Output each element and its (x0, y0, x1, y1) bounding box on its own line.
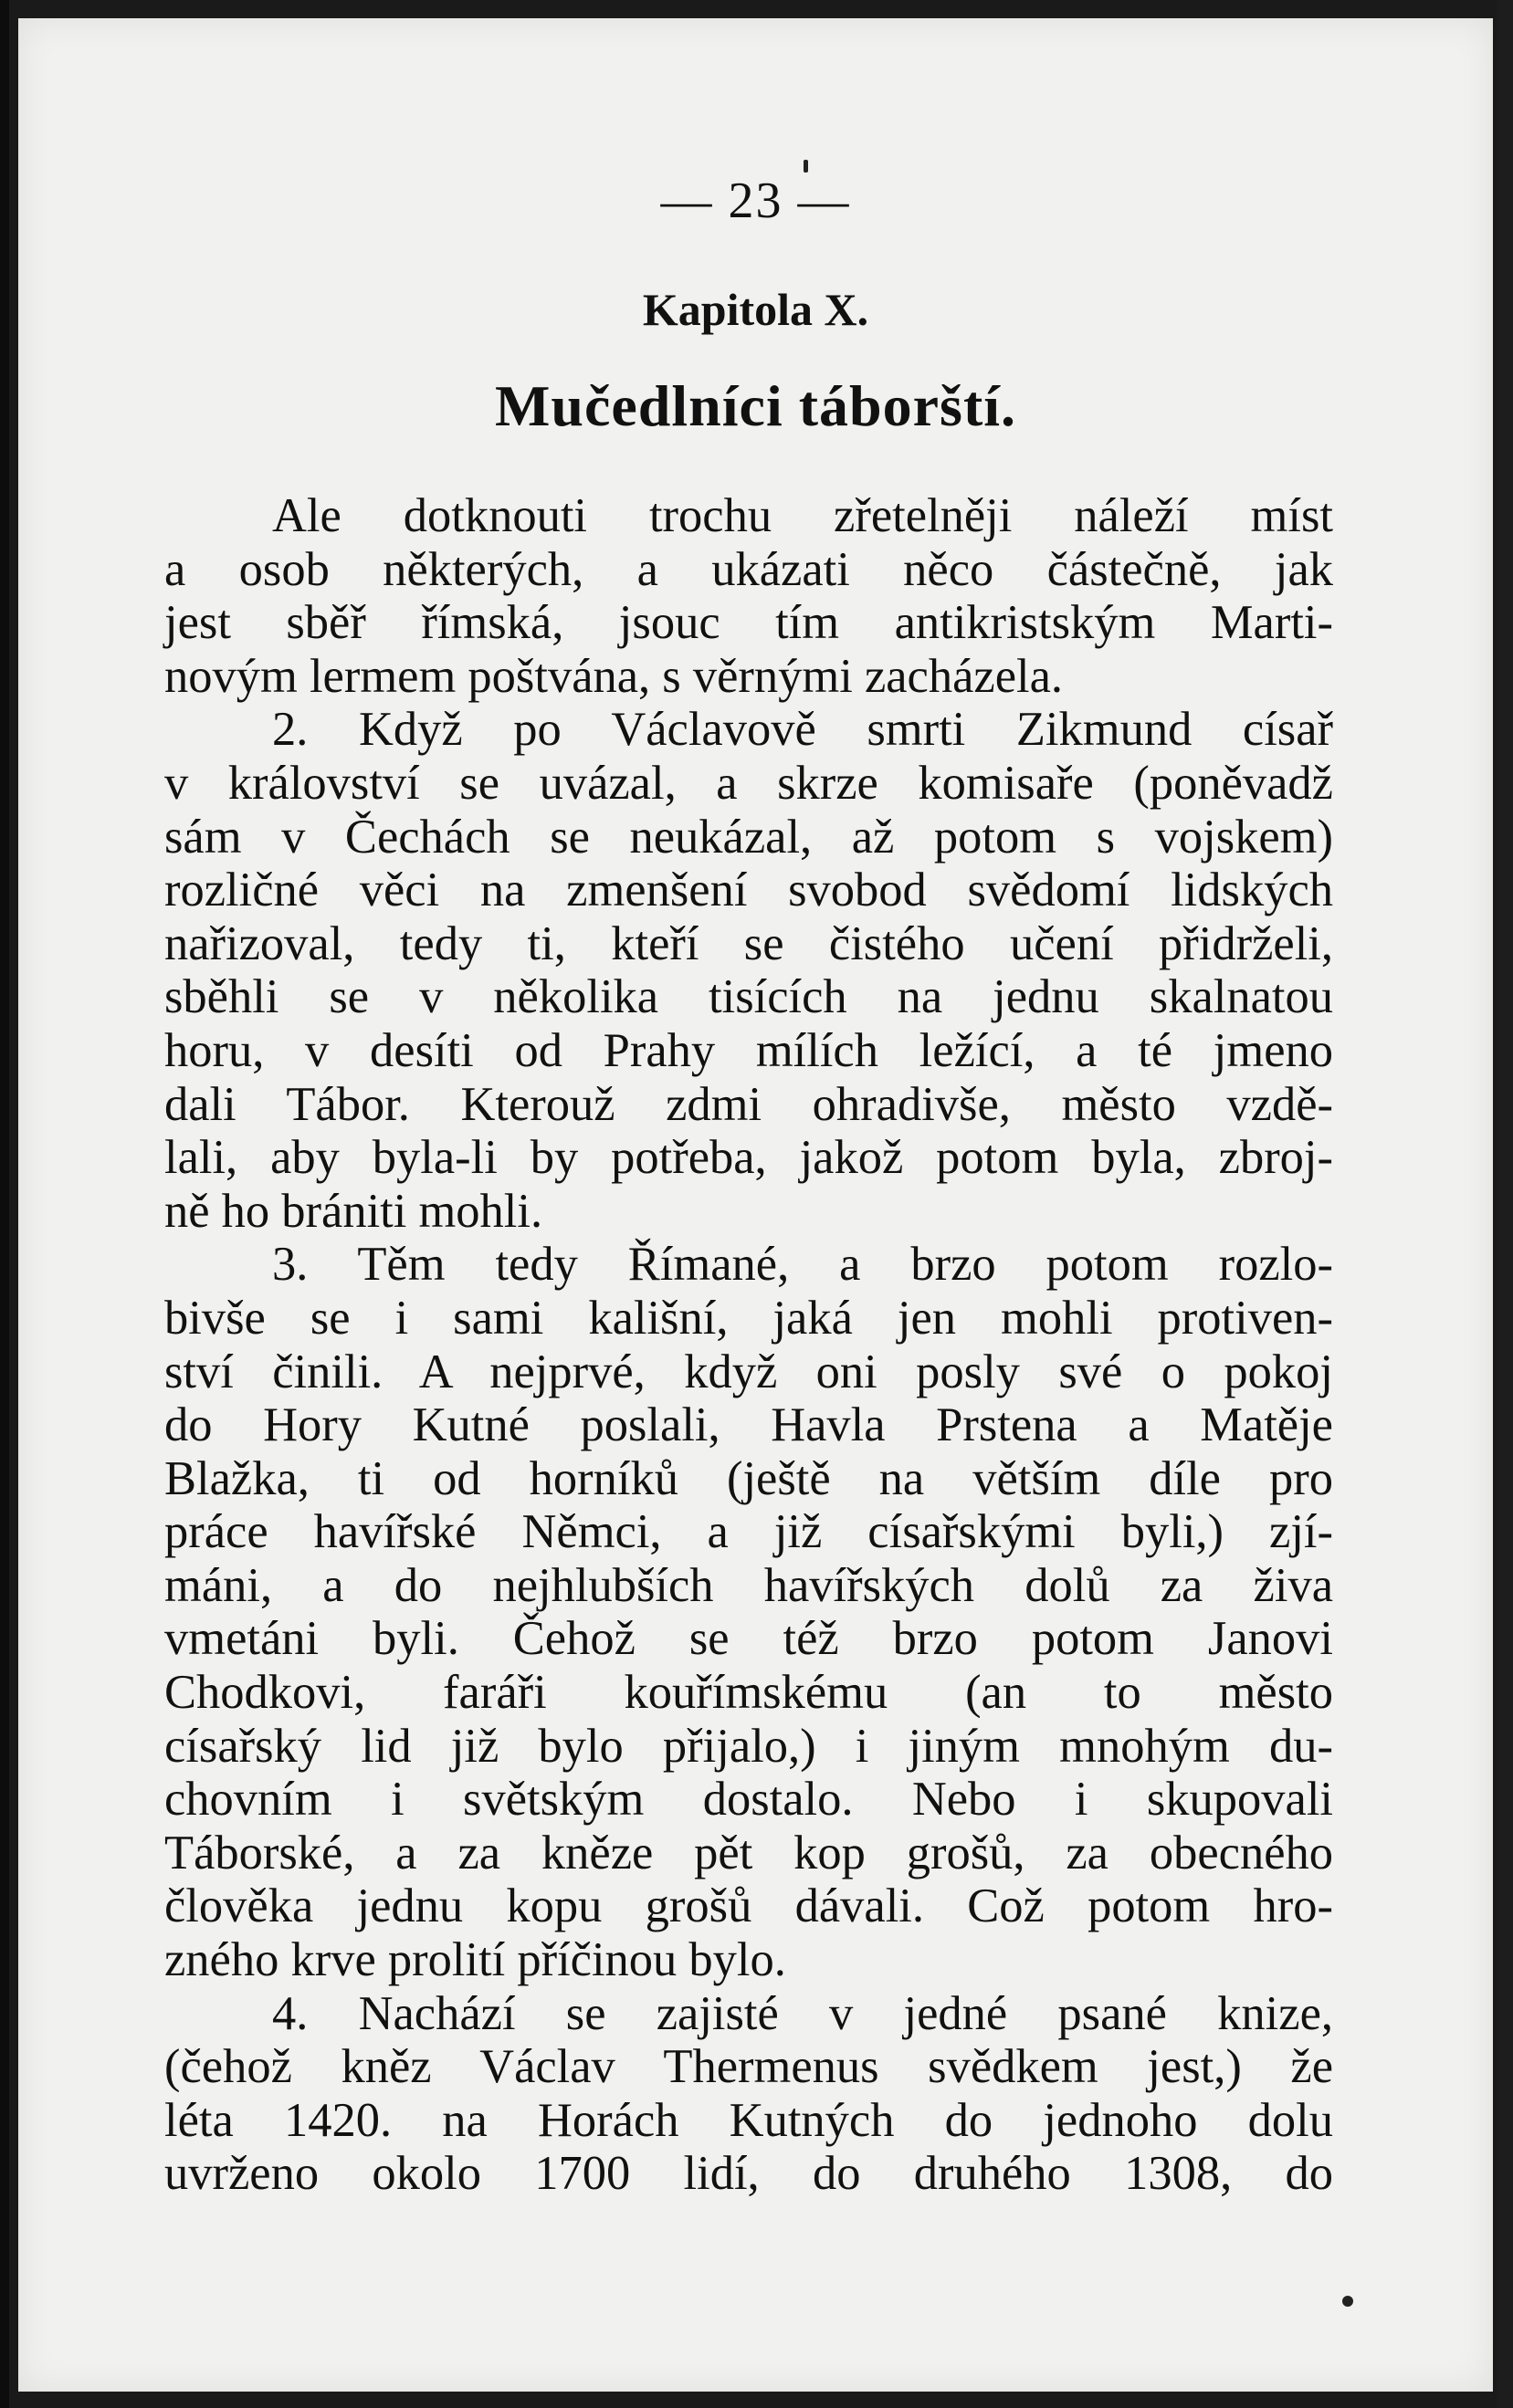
text-line: ně ho brániti mohli. (164, 1184, 543, 1238)
text-line: dali Tábor. Kterouž zdmi ohradivše, město vzdě- (164, 1077, 1333, 1131)
scan-right-edge (1497, 0, 1513, 2408)
text-line: máni, a do nejhlubších havířských dolů za živa (164, 1558, 1333, 1612)
text-line: zného krve prolití příčinou bylo. (164, 1933, 786, 1987)
text-line: horu, v desíti od Prahy mílích ležící, a té jmeno (164, 1023, 1333, 1077)
chapter-label: Kapitola X. (642, 284, 869, 335)
text-line: vmetáni byli. Čehož se též brzo potom Janovi (164, 1612, 1333, 1666)
text-line: ství činili. A nejprvé, když oni posly své o pokoj (164, 1345, 1333, 1398)
text-line: Ale dotknouti trochu zřetelněji náleží míst (272, 489, 1333, 542)
text-line: člověka jednu kopu grošů dávali. Což potom hro- (164, 1879, 1333, 1933)
page-number: — 23 — (660, 173, 851, 229)
ink-speck (804, 160, 808, 173)
text-line: sám v Čechách se neukázal, až potom s vojskem) (164, 810, 1333, 864)
text-line: léta 1420. na Horách Kutných do jednoho dolu (164, 2093, 1333, 2147)
ink-speck (1342, 2296, 1353, 2307)
text-line: Táborské, a za kněze pět kop grošů, za obecného (164, 1826, 1333, 1879)
text-line: lali, aby byla-li by potřeba, jakož potom byla, zbroj- (164, 1131, 1333, 1185)
book-page (18, 18, 1493, 2392)
text-line: Blažka, ti od horníků (ještě na větším díle pro (164, 1451, 1333, 1505)
text-line: uvrženo okolo 1700 lidí, do druhého 1308, do (164, 2147, 1333, 2201)
text-line: (čehož kněz Václav Thermenus svědkem jest,) že (164, 2040, 1333, 2094)
text-line: 2. Když po Václavově smrti Zikmund císař (272, 703, 1333, 757)
text-line: v království se uvázal, a skrze komisaře (poněvadž (164, 756, 1333, 810)
scan-left-edge (0, 0, 9, 2408)
text-line: rozličné věci na zmenšení svobod svědomí lidských (164, 864, 1333, 917)
text-line: a osob některých, a ukázati něco částečně, jak (164, 542, 1333, 596)
text-line: práce havířské Němci, a již císařskými byli,) zjí- (164, 1505, 1333, 1559)
text-line: bivše se i sami kališní, jaká jen mohli protiven- (164, 1291, 1333, 1345)
text-line: 3. Těm tedy Římané, a brzo potom rozlo- (272, 1238, 1333, 1292)
text-line: 4. Nachází se zajisté v jedné psané knize, (272, 1986, 1333, 2040)
text-line: do Hory Kutné poslali, Havla Prstena a Matěje (164, 1398, 1333, 1452)
text-line: chovním i světským dostalo. Nebo i skupovali (164, 1773, 1333, 1827)
text-line: Chodkovi, faráři kouřímskému (an to město (164, 1666, 1333, 1720)
text-line: sběhli se v několika tisících na jednu skalnatou (164, 970, 1333, 1024)
chapter-title: Mučedlníci táborští. (494, 373, 1017, 438)
body-text (164, 489, 1333, 2201)
text-line: nařizoval, tedy ti, kteří se čistého učení přidrželi, (164, 916, 1333, 970)
text-line: jest sběř římská, jsouc tím antikristským Marti- (164, 596, 1333, 650)
text-line: novým lermem poštvána, s věrnými zacházela. (164, 649, 1064, 703)
text-line: císařský lid již bylo přijalo,) i jiným mnohým du- (164, 1719, 1333, 1773)
